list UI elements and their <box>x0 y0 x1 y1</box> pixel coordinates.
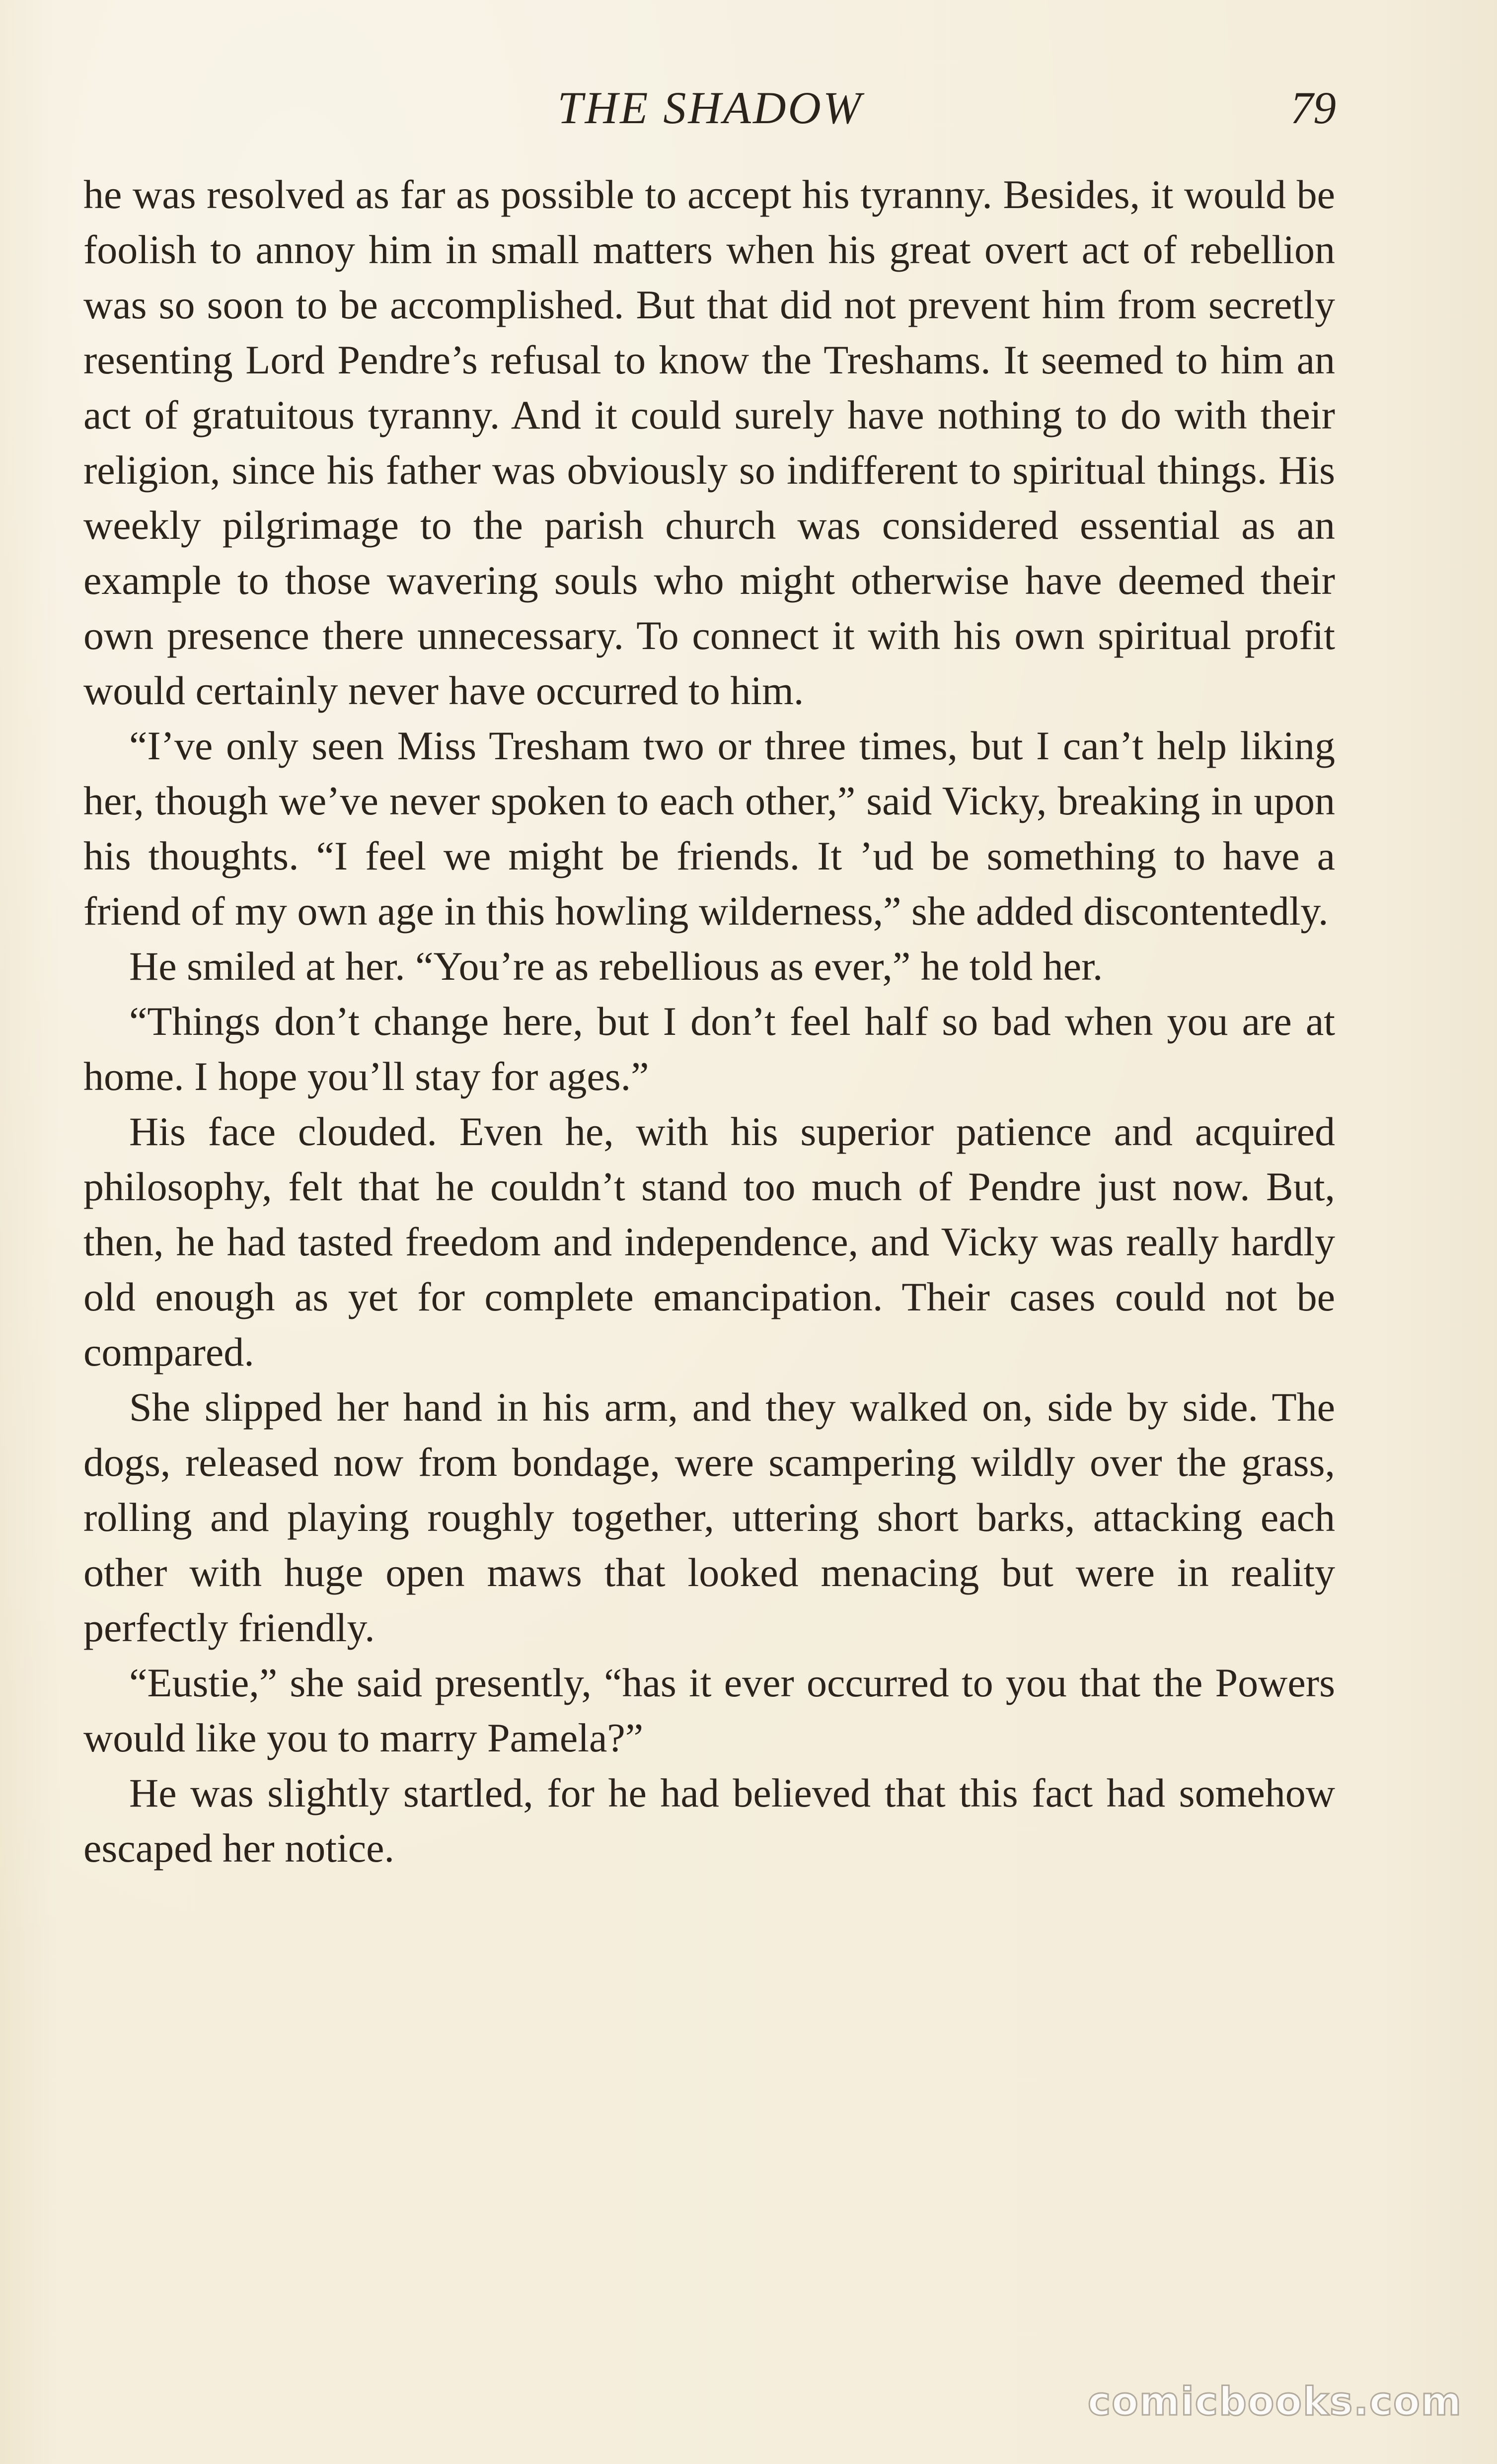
paragraph-8: He was slightly startled, for he had believed that this fact had somehow escaped her notice. <box>83 1770 1335 1871</box>
body-text <box>83 167 1335 1876</box>
paragraph-5: His face clouded. Even he, with his superior patience and acquired philosophy, felt that he couldn’t stand too much of Pendre just now. But, then, he had tasted freedom and independence, and Vicky was really hardly old enough as yet for complete emancipation. Their cases could not be compared. <box>83 1109 1335 1375</box>
paragraph-4: “Things don’t change here, but I don’t feel half so bad when you are at home. I hope you’ll stay for ages.” <box>83 999 1335 1099</box>
paragraph-3: He smiled at her. “You’re as rebellious as ever,” he told her. <box>129 943 1103 989</box>
paragraph-7: “Eustie,” she said presently, “has it ever occurred to you that the Powers would like you to marry Pamela?” <box>83 1660 1335 1760</box>
running-head <box>84 74 1336 144</box>
running-title: THE SHADOW <box>557 82 863 133</box>
page-number: 79 <box>1290 82 1336 133</box>
paragraph-2: “I’ve only seen Miss Tresham two or three times, but I can’t help liking her, though we’ve never spoken to each other,” said Vicky, breaking in upon his thoughts. “I feel we might be friends. It ’ud be something to have a friend of my own age in this howling wilderness,” she added discontentedly. <box>83 723 1335 934</box>
paragraph-1: he was resolved as far as possible to accept his tyranny. Besides, it would be foolish to annoy him in small matters when his great overt act of rebellion was so soon to be accomplished. But that did not prevent him from secretly resenting Lord Pendre’s refusal to know the Treshams. It seemed to him an act of gratuitous tyranny. And it could surely have nothing to do with their religion, since his father was obviously so indifferent to spiritual things. His weekly pilgrimage to the parish church was considered essential as an example to those wavering souls who might otherwise have deemed their own presence there unnecessary. To connect it with his own spiritual profit would certainly never have occurred to him. <box>83 172 1335 713</box>
paragraph-6: She slipped her hand in his arm, and they walked on, side by side. The dogs, released now from bondage, were scampering wildly over the grass, rolling and playing roughly together, uttering short barks, attacking each other with huge open maws that looked menacing but were in reality perfectly friendly. <box>83 1384 1335 1650</box>
site-watermark: comicbooks.com <box>1087 2380 1462 2424</box>
